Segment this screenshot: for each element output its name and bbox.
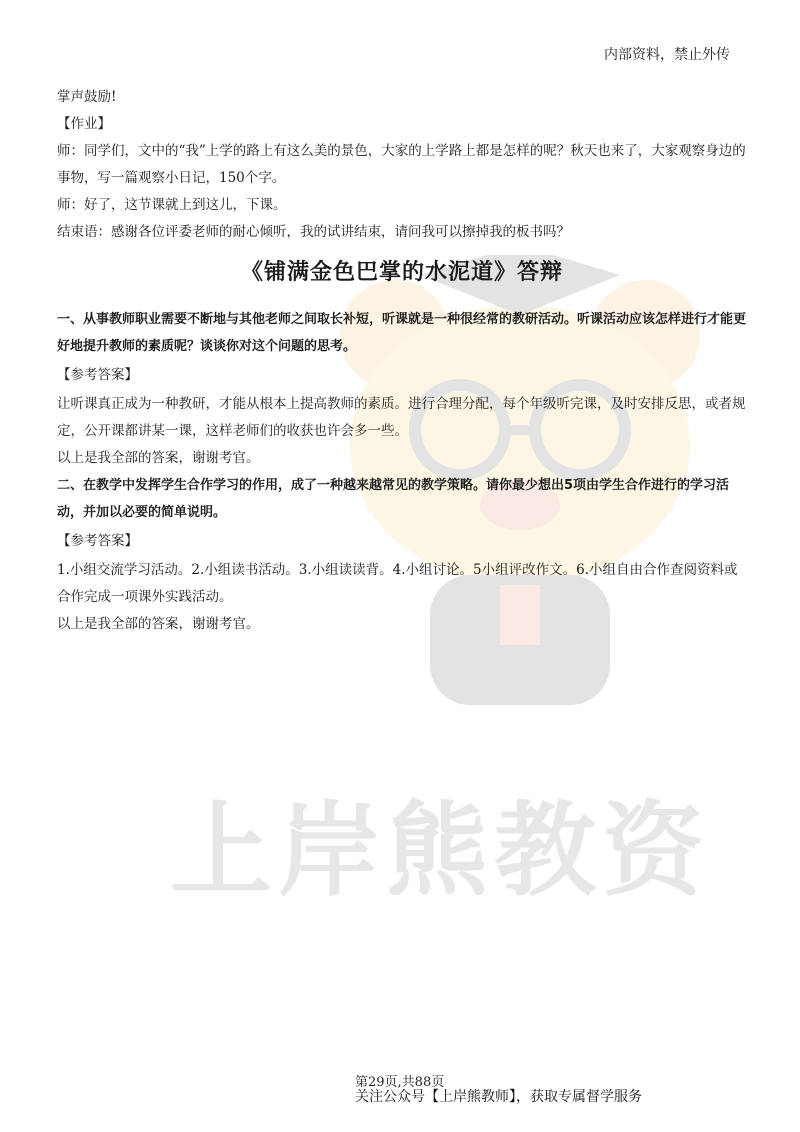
page-number: 第29页,共88页 [355, 1075, 445, 1090]
q2-answer: 1.小组交流学习活动。2.小组读书活动。3.小组读读背。4.小组讨论。5小组评改作文。6.小组自由合作查阅资料或合作完成一项课外实践活动。 [57, 562, 738, 605]
question-1: 一、从事教师职业需要不断地与其他老师之间取长补短，听课就是一种很经常的教研活动。听课活动应该怎样进行才能更好地提升教师的素质呢？谈谈你对这个问题的思考。 [57, 312, 747, 354]
question-2: 二、在教学中发挥学生合作学习的作用，成了一种越来越常见的教学策略。请你最少想出5项由学生合作进行的学习活动，并加以必要的简单说明。 [57, 478, 730, 520]
homework-label: 【作业】 [57, 116, 111, 132]
homework-text: 师：同学们，文中的“我”上学的路上有这么美的景色，大家的上学路上都是怎样的呢？秋天也来了，大家观察身边的事物，写一篇观察小日记，150个字。 [57, 143, 746, 186]
q2-closing: 以上是我全部的答案，谢谢考官。 [57, 616, 260, 632]
footer-promo: 关注公众号【上岸熊教师】，获取专属督学服务 [355, 1089, 642, 1105]
q1-answer: 让听课真正成为一种教研，才能从根本上提高教师的素质。进行合理分配，每个年级听完课，及时安排反思，或者规定，公开课都讲某一课，这样老师们的收获也许会多一些。 [57, 396, 746, 439]
q1-closing: 以上是我全部的答案，谢谢考官。 [57, 450, 260, 466]
document-body [57, 84, 747, 638]
closing-remark: 结束语：感谢各位评委老师的耐心倾听，我的试讲结束，请问我可以擦掉我的板书吗？ [57, 224, 570, 240]
defense-title: 《铺满金色巴掌的水泥道》答辩 [240, 260, 563, 285]
applause-line: 掌声鼓励! [57, 89, 117, 105]
brand-watermark-text: 上岸熊教资 [170, 792, 710, 911]
q1-answer-label: 【参考答案】 [57, 367, 138, 383]
confidential-note: 内部资料，禁止外传 [604, 47, 730, 63]
dismiss-text: 师：好了，这节课就上到这儿，下课。 [57, 197, 287, 213]
q2-answer-label: 【参考答案】 [57, 533, 138, 549]
